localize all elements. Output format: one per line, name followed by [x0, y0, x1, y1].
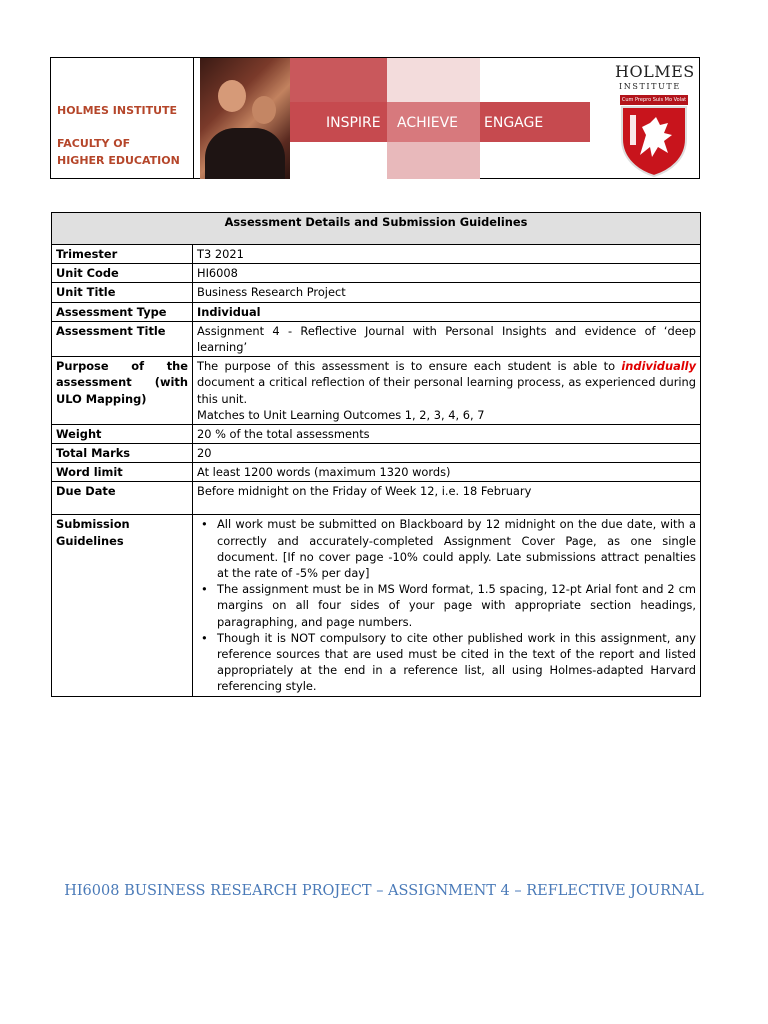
- purpose-value: [193, 357, 701, 425]
- header-banner: [200, 58, 590, 179]
- row-label: Submission Guidelines: [52, 515, 193, 696]
- unit-title-value: Business Research Project: [193, 283, 701, 302]
- faculty-line-1: FACULTY OF: [57, 137, 131, 150]
- row-label: Assessment Type: [52, 302, 193, 321]
- logo-motto: Cum Prepro Suis Mo Volat: [621, 97, 687, 103]
- purpose-text-before: The purpose of this assessment is to ensure each student is able to: [197, 359, 622, 374]
- row-label: Purpose of the assessment (with ULO Mapping): [52, 357, 193, 425]
- tagline-achieve: ACHIEVE: [397, 115, 459, 131]
- list-item: • Though it is NOT compulsory to cite other published work in this assignment, any reference sources that are used must be cited in the text of the report and listed appropriately at the end in a reference list, all using Holmes-adapted Harvard referencing style.: [197, 630, 696, 695]
- word-limit-value: At least 1200 words (maximum 1320 words): [193, 463, 701, 482]
- table-row: [52, 264, 701, 283]
- due-date-value: Before midnight on the Friday of Week 12, i.e. 18 February: [193, 482, 701, 515]
- table-row: [52, 321, 701, 356]
- shield-icon: [620, 105, 688, 177]
- faculty-line-2: HIGHER EDUCATION: [57, 154, 180, 167]
- table-row: [52, 482, 701, 515]
- institute-name: HOLMES INSTITUTE: [57, 104, 178, 117]
- students-photo: [200, 58, 290, 179]
- page-footer-title: HI6008 BUSINESS RESEARCH PROJECT – ASSIGNMENT 4 – REFLECTIVE JOURNAL: [64, 883, 704, 899]
- list-item: • All work must be submitted on Blackboard by 12 midnight on the due date, with a correctly and accurately-completed Assignment Cover Page, as one single document. [If no cover page -10% could apply. Late submissions attract penalties at the rate of -5% per day]: [197, 516, 696, 581]
- table-row: [52, 302, 701, 321]
- assessment-type-value: Individual: [193, 302, 701, 321]
- table-row: [52, 283, 701, 302]
- submission-guidelines: [193, 515, 701, 696]
- tagline-engage: ENGAGE: [484, 115, 544, 131]
- table-row: [52, 424, 701, 443]
- row-label: Assessment Title: [52, 321, 193, 356]
- purpose-emphasis: individually: [621, 359, 696, 374]
- row-label: Unit Title: [52, 283, 193, 302]
- table-row: [52, 515, 701, 696]
- tagline-inspire: INSPIRE: [326, 115, 381, 131]
- logo-sub: INSTITUTE: [619, 82, 681, 91]
- row-label: Weight: [52, 424, 193, 443]
- header-box: [50, 57, 700, 179]
- logo-name: HOLMES: [615, 62, 695, 81]
- weight-value: 20 % of the total assessments: [193, 424, 701, 443]
- guidelines-list: [197, 516, 696, 694]
- total-marks-value: 20: [193, 444, 701, 463]
- unit-code-value: HI6008: [193, 264, 701, 283]
- table-row: [52, 357, 701, 425]
- ulo-mapping: Matches to Unit Learning Outcomes 1, 2, 3, 4, 6, 7: [197, 407, 485, 422]
- row-label: Word limit: [52, 463, 193, 482]
- assessment-details-table: [51, 212, 701, 697]
- table-row: [52, 463, 701, 482]
- table-title: Assessment Details and Submission Guidelines: [52, 213, 701, 245]
- table-row: [52, 245, 701, 264]
- purpose-text-after: document a critical reflection of their personal learning process, as experienced during this unit.: [197, 375, 696, 406]
- institute-info: [51, 58, 194, 178]
- row-label: Unit Code: [52, 264, 193, 283]
- holmes-logo: [599, 58, 699, 179]
- assessment-title-value: Assignment 4 - Reflective Journal with Personal Insights and evidence of ‘deep learning’: [193, 321, 701, 356]
- row-label: Total Marks: [52, 444, 193, 463]
- list-item: • The assignment must be in MS Word format, 1.5 spacing, 12-pt Arial font and 2 cm margins on all four sides of your page with appropriate section headings, paragraphing, and page numbers.: [197, 581, 696, 630]
- trimester-value: T3 2021: [193, 245, 701, 264]
- table-row: [52, 444, 701, 463]
- row-label: Due Date: [52, 482, 193, 515]
- row-label: Trimester: [52, 245, 193, 264]
